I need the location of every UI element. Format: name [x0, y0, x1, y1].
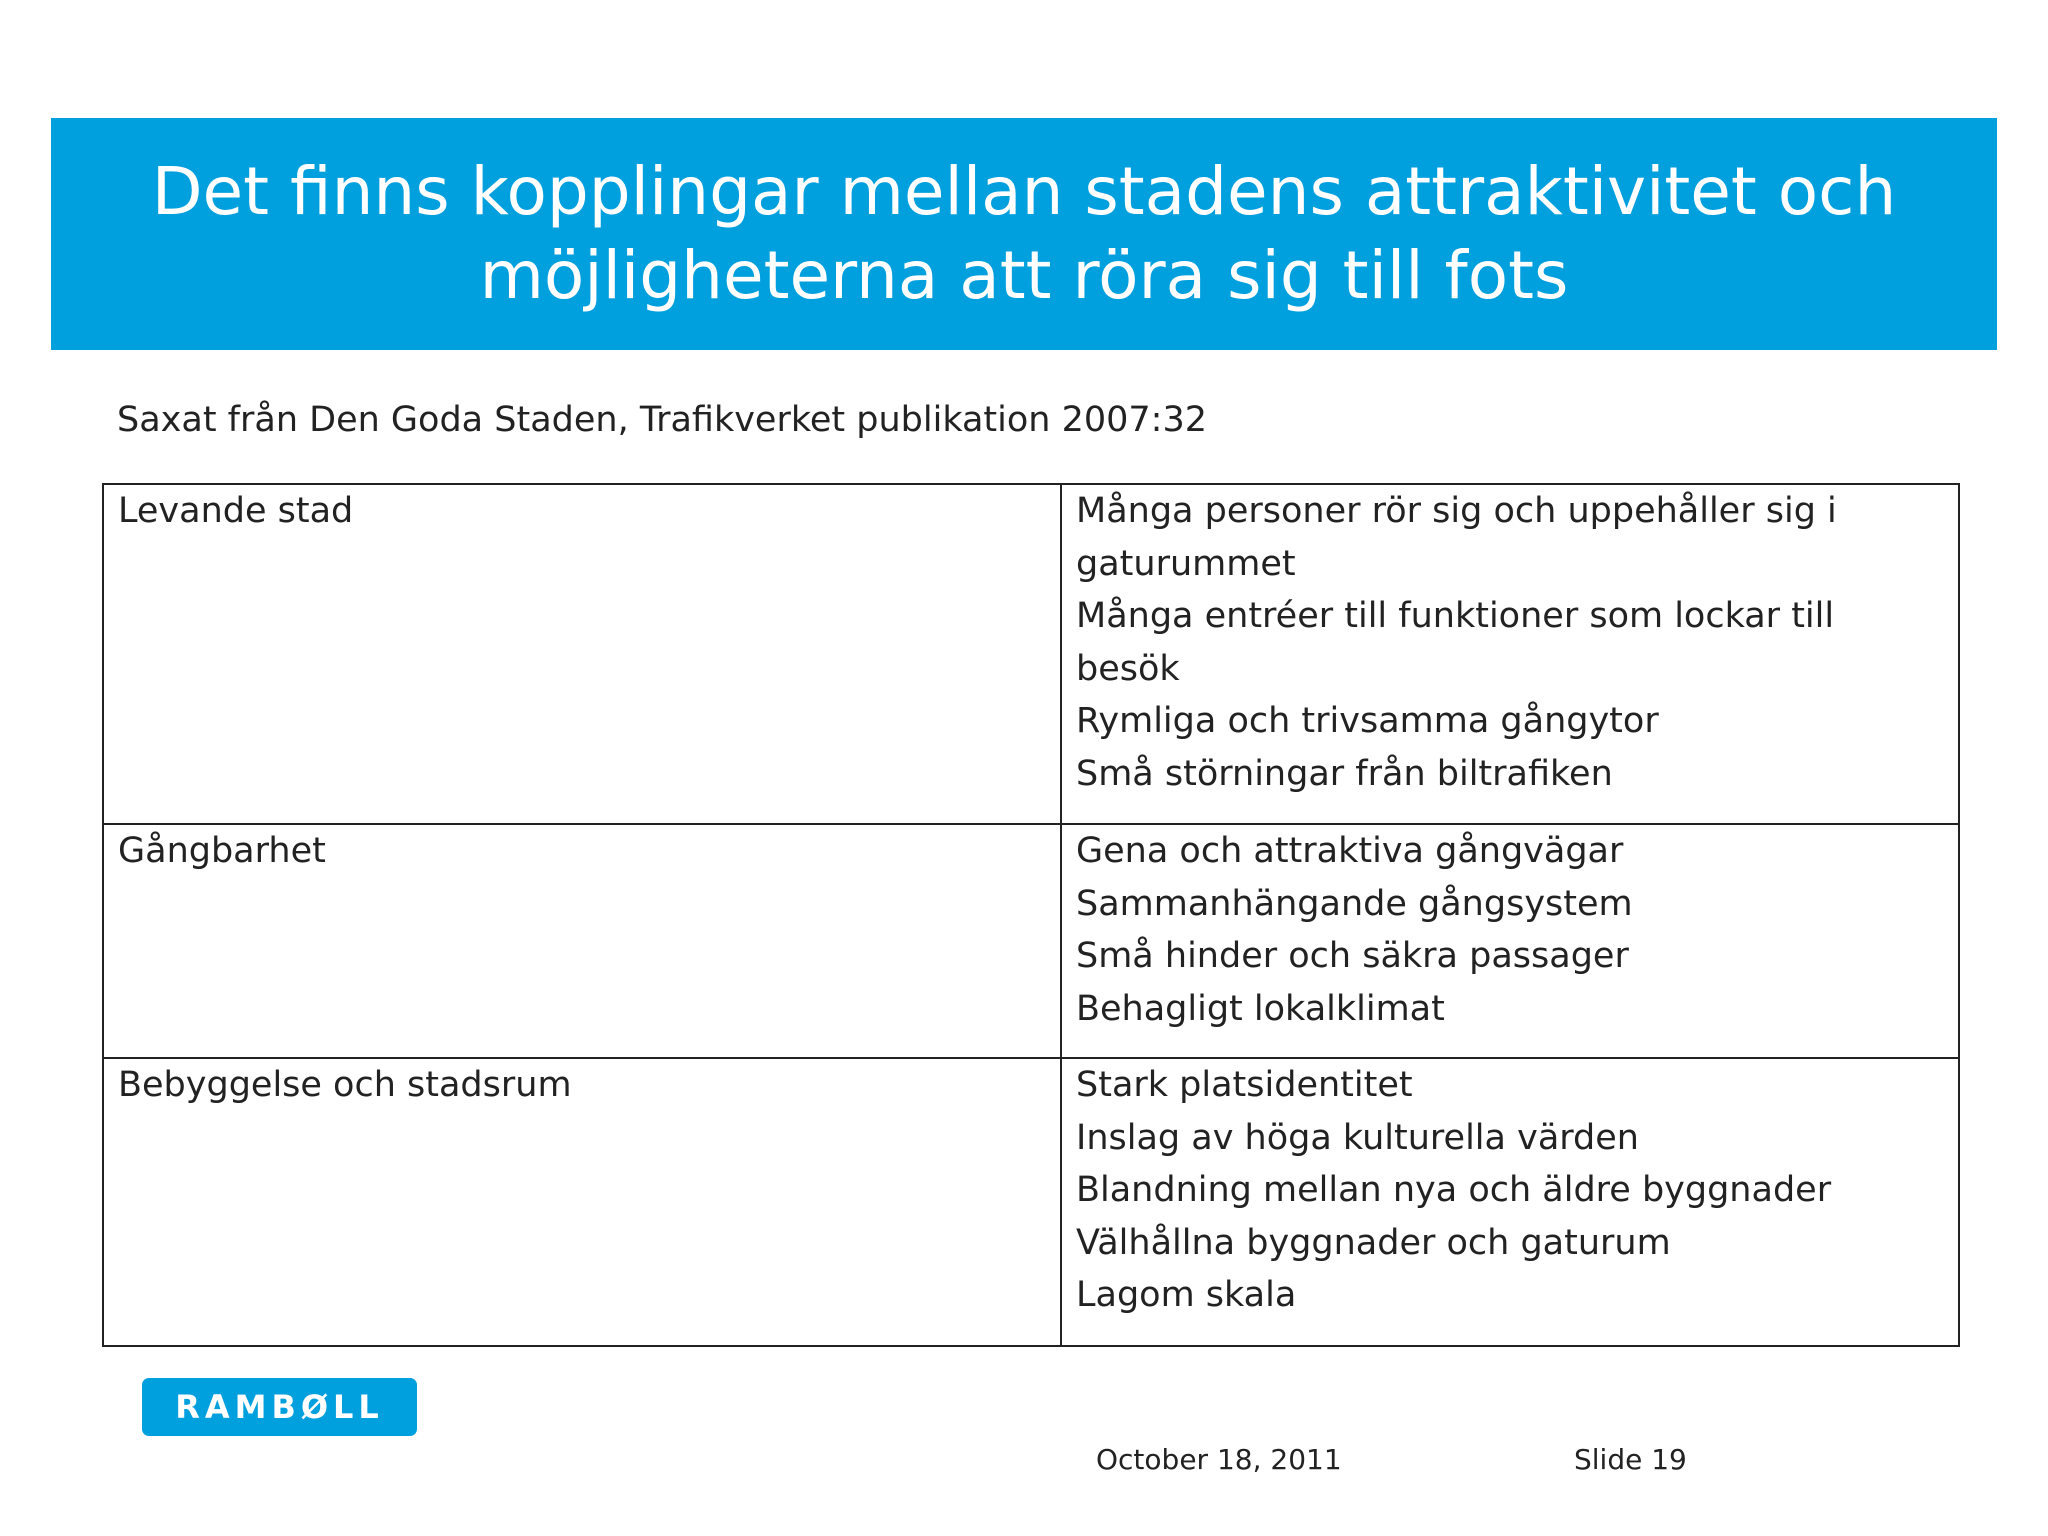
category-label: Gångbarhet	[118, 831, 326, 871]
criteria-item: Stark platsidentitet	[1076, 1065, 1413, 1105]
ramboll-logo	[142, 1378, 417, 1436]
criteria-item: Blandning mellan nya och äldre byggnader	[1076, 1170, 1832, 1210]
category-label: Bebyggelse och stadsrum	[118, 1065, 572, 1105]
footer-date: October 18, 2011	[1096, 1443, 1342, 1476]
slide-number: Slide 19	[1574, 1443, 1687, 1476]
title-banner	[51, 118, 1997, 350]
logo-text: RAMBØLL	[175, 1388, 384, 1426]
criteria-cell	[1061, 824, 1959, 1058]
slide-title-line-2: möjligheterna att röra sig till fots	[479, 237, 1569, 314]
table-row	[103, 1058, 1959, 1346]
criteria-table	[102, 483, 1960, 1347]
criteria-item: Små hinder och säkra passager	[1076, 936, 1629, 976]
criteria-cell	[1061, 484, 1959, 824]
criteria-item: Många personer rör sig och uppehåller sig i gaturummet	[1076, 491, 1837, 584]
criteria-item: Gena och attraktiva gångvägar	[1076, 831, 1624, 871]
category-cell	[103, 1058, 1061, 1346]
criteria-cell	[1061, 1058, 1959, 1346]
criteria-item: Välhållna byggnader och gaturum	[1076, 1222, 1671, 1263]
criteria-item: Många entréer till funktioner som lockar till besök	[1076, 596, 1835, 689]
criteria-item: Sammanhängande gångsystem	[1076, 883, 1633, 924]
table-row	[103, 824, 1959, 1058]
criteria-item: Lagom skala	[1076, 1275, 1297, 1315]
category-cell	[103, 824, 1061, 1058]
slide-title-line-1: Det finns kopplingar mellan stadens attraktivitet och	[151, 153, 1897, 230]
criteria-item: Små störningar från biltrafiken	[1076, 753, 1613, 794]
category-cell	[103, 484, 1061, 824]
criteria-item: Rymliga och trivsamma gångytor	[1076, 701, 1659, 741]
criteria-item: Behagligt lokalklimat	[1076, 988, 1445, 1029]
source-caption: Saxat från Den Goda Staden, Trafikverket publikation 2007:32	[117, 400, 1207, 440]
category-label: Levande stad	[118, 491, 354, 531]
table-row	[103, 484, 1959, 824]
criteria-item: Inslag av höga kulturella värden	[1076, 1117, 1639, 1158]
